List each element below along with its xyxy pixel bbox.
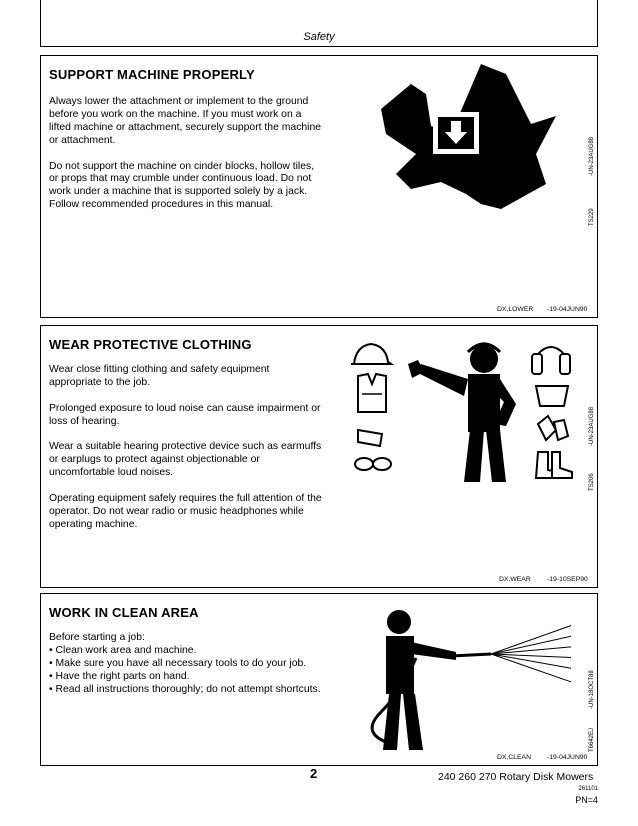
section-clean-area xyxy=(40,593,598,766)
worker-figure-icon xyxy=(408,344,516,482)
list-item: • Clean work area and machine. xyxy=(49,644,197,656)
section-title: SUPPORT MACHINE PROPERLY xyxy=(49,67,255,82)
document-code: 261101 xyxy=(578,786,598,792)
list-item: • Read all instructions thoroughly; do not attempt shortcuts. xyxy=(49,683,321,695)
figure-date: -UN-18OCT88 xyxy=(589,670,595,709)
hard-hat-icon xyxy=(351,344,391,364)
paragraph: Prolonged exposure to loud noise can cause impairment or loss of hearing. xyxy=(49,402,321,427)
section-body xyxy=(49,96,324,225)
figure-date: -UN-23AUG88 xyxy=(589,136,595,176)
paragraph: Operating equipment safely requires the full attention of the operator. Do not wear radio or music headphones while operating machine. xyxy=(49,493,322,530)
page-header-title: Safety xyxy=(303,31,335,43)
paragraph: Do not support the machine on cinder blocks, hollow tiles, or props that may crumble under continuous load. Do not work under a machine that is supported solely by a jack. Follow recommended procedures in this manual. xyxy=(49,160,315,211)
figure-id: T6642EJ xyxy=(589,727,595,752)
ref-code: DX,LOWER xyxy=(497,306,534,313)
section-title: WORK IN CLEAN AREA xyxy=(49,605,199,620)
ref-date: -19-10SEP90 xyxy=(547,576,588,583)
manual-title: 240 260 270 Rotary Disk Mowers xyxy=(438,771,594,783)
ref-code: DX,CLEAN xyxy=(497,754,531,761)
gloves-icon xyxy=(358,430,382,446)
figure-id: TS206 xyxy=(589,473,595,491)
section-title: WEAR PROTECTIVE CLOTHING xyxy=(49,337,252,352)
paragraph: Wear a suitable hearing protective device such as earmuffs or earplugs to protect against objectionable or uncomfortable loud noises. xyxy=(49,441,322,479)
machine-crush-hazard-illustration xyxy=(371,64,571,224)
figure-date: -UN-23AUG88 xyxy=(589,406,595,446)
welding-mask-icon xyxy=(536,386,568,406)
ref-date: -19-04JUN90 xyxy=(547,306,588,313)
ref-date: -19-04JUN90 xyxy=(547,754,588,761)
bullet-list xyxy=(49,645,324,697)
protective-equipment-illustration xyxy=(346,334,576,484)
section-body xyxy=(49,364,324,545)
ref-code: DX,WEAR xyxy=(499,576,531,583)
paragraph: Wear close fitting clothing and safety equipment appropriate to the job. xyxy=(49,364,270,388)
section-protective-clothing xyxy=(40,325,598,588)
safety-vest-icon xyxy=(358,374,386,412)
page-number: 2 xyxy=(310,766,318,781)
earmuffs-icon xyxy=(532,347,570,374)
section-support-machine xyxy=(40,55,598,318)
goggles-icon xyxy=(355,458,391,470)
figure-id: TS229 xyxy=(589,208,595,226)
section-body xyxy=(49,632,324,697)
paragraph: Before starting a job: xyxy=(49,632,145,643)
safety-boots-icon xyxy=(536,452,572,478)
list-item: • Make sure you have all necessary tools to do your job. xyxy=(49,657,307,669)
work-gloves-icon xyxy=(538,416,568,440)
list-item: • Have the right parts on hand. xyxy=(49,670,190,682)
paragraph: Always lower the attachment or implement to the ground before you work on the machine. If you must work on a lifted machine or attachment, securely support the machine or attachment. xyxy=(49,96,322,146)
pressure-washer-illustration xyxy=(341,602,571,752)
pn-number: PN=4 xyxy=(575,795,598,805)
